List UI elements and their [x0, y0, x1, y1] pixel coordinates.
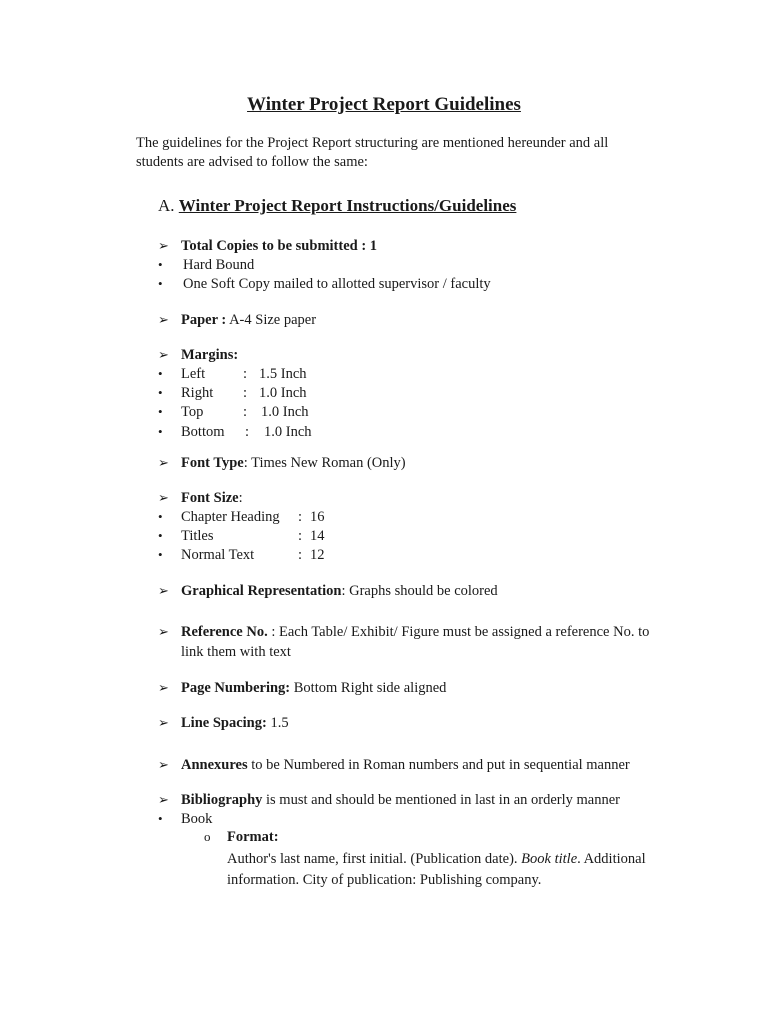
format-text-line-1 — [227, 850, 646, 869]
graphical-line — [181, 582, 498, 601]
bibliography-line — [181, 791, 620, 810]
margin-right-name: Right — [181, 385, 214, 401]
font-size-normal-name: Normal Text — [181, 547, 255, 563]
bullet-icon: • — [158, 547, 163, 562]
arrow-bullet-icon: ➢ — [158, 312, 169, 327]
arrow-bullet-icon: ➢ — [158, 624, 169, 639]
margin-left-value: 1.5 Inch — [259, 366, 307, 382]
margin-top-name: Top — [181, 404, 204, 420]
font-type-value: : Times New Roman (Only) — [243, 455, 406, 471]
intro-line-1: The guidelines for the Project Report structuring are mentioned hereunder and all — [136, 135, 609, 151]
intro-line-2: students are advised to follow the same: — [136, 154, 368, 170]
margin-top-value: 1.0 Inch — [261, 404, 309, 420]
bullet-icon: • — [158, 257, 163, 272]
font-size-line — [181, 489, 243, 508]
font-size-chapter-name: Chapter Heading — [181, 509, 280, 525]
page-numbering-label: Page Numbering: — [181, 680, 291, 696]
graphical-value: : Graphs should be colored — [341, 583, 498, 599]
arrow-bullet-icon: ➢ — [158, 490, 169, 505]
font-size-colon: : — [238, 490, 243, 506]
format-label: Format: — [227, 829, 279, 845]
font-size-titles-name: Titles — [181, 528, 214, 544]
arrow-bullet-icon: ➢ — [158, 680, 169, 695]
bullet-icon: • — [158, 385, 163, 400]
bullet-icon: • — [158, 811, 163, 826]
section-heading — [158, 196, 516, 216]
font-type-line — [181, 454, 406, 473]
arrow-bullet-icon: ➢ — [158, 757, 169, 772]
arrow-bullet-icon: ➢ — [158, 583, 169, 598]
annexures-value: to be Numbered in Roman numbers and put in sequential manner — [247, 757, 630, 773]
margin-right-value: 1.0 Inch — [259, 385, 307, 401]
bibliography-item-book: Book — [181, 811, 213, 827]
page-numbering-line — [181, 679, 446, 698]
margin-right-sep: : — [243, 385, 248, 401]
bibliography-label: Bibliography — [181, 792, 263, 808]
margin-bottom-value: 1.0 Inch — [264, 424, 312, 440]
line-spacing-value: 1.5 — [266, 715, 289, 731]
font-size-normal-sep: : — [298, 547, 303, 563]
arrow-bullet-icon: ➢ — [158, 715, 169, 730]
arrow-bullet-icon: ➢ — [158, 455, 169, 470]
line-spacing-line — [181, 714, 289, 733]
copies-item-2: One Soft Copy mailed to allotted supervisor / faculty — [183, 276, 491, 292]
font-size-chapter-value: 16 — [310, 509, 325, 525]
margin-top-sep: : — [243, 404, 248, 420]
format-text-italic: Book title — [521, 851, 578, 867]
margins-label: Margins: — [181, 347, 239, 363]
reference-line-2: link them with text — [181, 644, 291, 660]
line-spacing-label: Line Spacing: — [181, 715, 267, 731]
bullet-icon: • — [158, 528, 163, 543]
font-type-label: Font Type — [181, 455, 244, 471]
margin-left-sep: : — [243, 366, 248, 382]
bullet-icon: • — [158, 366, 163, 381]
bullet-icon: • — [158, 404, 163, 419]
margin-bottom-sep: : — [245, 424, 250, 440]
section-letter: A. — [158, 196, 175, 215]
font-size-titles-sep: : — [298, 528, 303, 544]
intro-paragraph — [136, 134, 656, 172]
annexures-line — [181, 756, 630, 775]
format-text-a: Author's last name, first initial. (Publication date). — [227, 851, 522, 867]
annexures-label: Annexures — [181, 757, 248, 773]
margin-left-name: Left — [181, 366, 206, 382]
document-title: Winter Project Report Guidelines — [247, 94, 521, 115]
circle-bullet-icon: o — [204, 829, 211, 844]
reference-label: Reference No. — [181, 624, 268, 640]
bullet-icon: • — [158, 424, 163, 439]
copies-item-1: Hard Bound — [183, 257, 255, 273]
bullet-icon: • — [158, 509, 163, 524]
arrow-bullet-icon: ➢ — [158, 792, 169, 807]
font-size-normal-value: 12 — [310, 547, 325, 563]
section-title: Winter Project Report Instructions/Guidelines — [178, 196, 517, 215]
reference-value: : Each Table/ Exhibit/ Figure must be assigned a reference No. to — [267, 624, 650, 640]
arrow-bullet-icon: ➢ — [158, 238, 169, 253]
bibliography-value: is must and should be mentioned in last in an orderly manner — [262, 792, 620, 808]
font-size-chapter-sep: : — [298, 509, 303, 525]
paper-value: A-4 Size paper — [226, 312, 317, 328]
page-numbering-value: Bottom Right side aligned — [290, 680, 447, 696]
graphical-label: Graphical Representation — [181, 583, 342, 599]
copies-label: Total Copies to be submitted : 1 — [181, 238, 378, 254]
bullet-icon: • — [158, 276, 163, 291]
paper-label: Paper : — [181, 312, 227, 328]
font-size-label: Font Size — [181, 490, 239, 506]
format-text-line-2: information. City of publication: Publishing company. — [227, 872, 542, 888]
arrow-bullet-icon: ➢ — [158, 347, 169, 362]
paper-line — [181, 311, 316, 330]
margin-bottom-name: Bottom — [181, 424, 225, 440]
reference-line — [181, 623, 649, 642]
font-size-titles-value: 14 — [310, 528, 325, 544]
format-text-b: . Additional — [577, 851, 646, 867]
